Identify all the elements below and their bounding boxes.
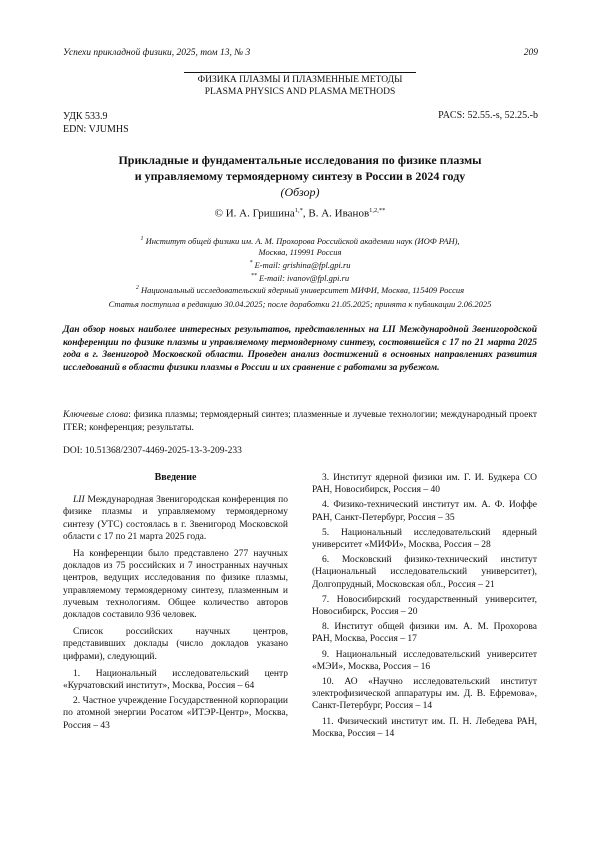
center-item: 4. Физико-технический институт им. А. Ф. Иоффе РАН, Санкт-Петербург, Россия – 35	[312, 500, 537, 523]
intro-paragraph-2: На конференции было представлено 277 научных докладов из 75 российских и 7 иностранных научных центров, ведущих исследования по физике плазмы, управляемому термоядерному синтезу, плазменным и лучевым технологиям. Общее количество авторов докладов составило 936 человек.	[63, 549, 288, 621]
email-2: ** E-mail: ivanov@fpl.gpi.ru	[250, 272, 350, 283]
intro-paragraph-3: Список российских научных центров, представивших доклады (число докладов указано цифрами), следующий.	[63, 627, 288, 662]
received-dates: Статья поступила в редакцию 30.04.2025; после доработки 21.05.2025; принята к публикации 2.06.2025	[108, 299, 492, 310]
center-item: 1. Национальный исследовательский центр «Курчатовский институт», Москва, Россия – 64	[63, 668, 288, 692]
author-1: © И. А. Гришина	[214, 207, 295, 220]
center-item: 9. Национальный исследовательский университет «МЭИ», Москва, Россия – 16	[312, 649, 537, 672]
keywords-label: Ключевые слова	[63, 410, 129, 420]
title-subtitle: (Обзор)	[280, 185, 320, 199]
abstract: Дан обзор новых наиболее интересных результатов, представленных на LII Международной Звенигородской конференции по физике плазмы и управляемому термоядерному синтезу, состоявшейся с 17 по 21 марта 2025 года в г. Звенигород Московской области. Проведен анализ достижений в основных направлениях развития исследований в области физики плазмы в России и их сравнение с работами за рубежом.	[63, 325, 537, 373]
article-title	[63, 152, 537, 200]
center-item: 11. Физический институт им. П. Н. Лебедева РАН, Москва, Россия – 14	[312, 716, 537, 739]
author-2-marks: 1,2,**	[369, 207, 386, 214]
edn-code: EDN: VJUMHS	[63, 124, 129, 135]
column-left	[63, 472, 288, 735]
center-item: 2. Частное учреждение Государственной корпорации по атомной энергии Росатом «ИТЭР-Центр», Москва, Россия – 43	[63, 696, 288, 731]
center-item: 10. АО «Научно исследовательский институт электрофизической аппаратуры им. Д. В. Ефремова», Санкт-Петербург, Россия – 14	[312, 677, 537, 712]
section-title-en: PLASMA PHYSICS AND PLASMA METHODS	[204, 87, 396, 97]
authors	[63, 207, 537, 220]
doi: DOI: 10.51368/2307-4469-2025-13-3-209-233	[63, 446, 242, 456]
center-item: 6. Московский физико-технический институт (Национальный исследовательский университет), Долгопрудный, Московская обл., Россия – 21	[312, 555, 537, 590]
affiliation-2: $^2$ Национальный исследовательский ядерный университет МИФИ, Москва, 115409 Россия	[135, 285, 465, 296]
affiliation-1: $^1$ Институт общей физики им. А. М. Прохорова Российской академии наук (ИОФ РАН),	[140, 235, 460, 246]
keywords	[63, 409, 537, 434]
intro-heading: Введение	[154, 472, 197, 483]
author-1-marks: 1,*	[294, 207, 303, 214]
pacs-codes: PACS: 52.55.-s, 52.25.-b	[438, 110, 538, 121]
affiliations	[63, 234, 537, 310]
center-item: 8. Институт общей физики им. А. М. Прохорова РАН, Москва, Россия – 17	[312, 622, 537, 645]
affiliation-1-city: Москва, 119991 Россия	[258, 246, 342, 257]
section-heading	[184, 72, 416, 98]
section-title-ru: ФИЗИКА ПЛАЗМЫ И ПЛАЗМЕННЫЕ МЕТОДЫ	[197, 75, 403, 85]
page-number: 209	[523, 48, 538, 58]
author-2: , В. А. Иванов	[302, 207, 370, 220]
intro-paragraph-1: LII Международная Звенигородская конференция по физике плазмы и управляемому термоядерному синтезу (УТС) состоялась в г. Звенигород Московской области с 17 по 21 марта 2025 года.	[63, 495, 288, 542]
column-right	[312, 472, 537, 743]
email-1: * E-mail: grishina@fpl.gpi.ru	[249, 259, 351, 270]
article-ids	[63, 110, 129, 136]
center-item: 7. Новосибирский государственный университет, Новосибирск, Россия – 20	[312, 594, 537, 618]
udk-code: УДК 533.9	[63, 111, 108, 122]
center-item: 5. Национальный исследовательский ядерный университет «МИФИ», Москва, Россия – 28	[312, 527, 537, 551]
section-rule-top	[184, 72, 416, 73]
center-item: 3. Институт ядерной физики им. Г. И. Будкера СО РАН, Новосибирск, Россия – 40	[312, 473, 537, 496]
journal-header: Успехи прикладной физики, 2025, том 13, № 3	[63, 48, 251, 58]
title-line-1: Прикладные и фундаментальные исследования по физике плазмы	[118, 153, 482, 167]
title-line-2: и управляемому термоядерному синтезу в России в 2024 году	[134, 169, 466, 183]
keywords-text: : физика плазмы; термоядерный синтез; плазменные и лучевые технологии; международный проект ITER; конференция; результаты.	[63, 410, 537, 433]
